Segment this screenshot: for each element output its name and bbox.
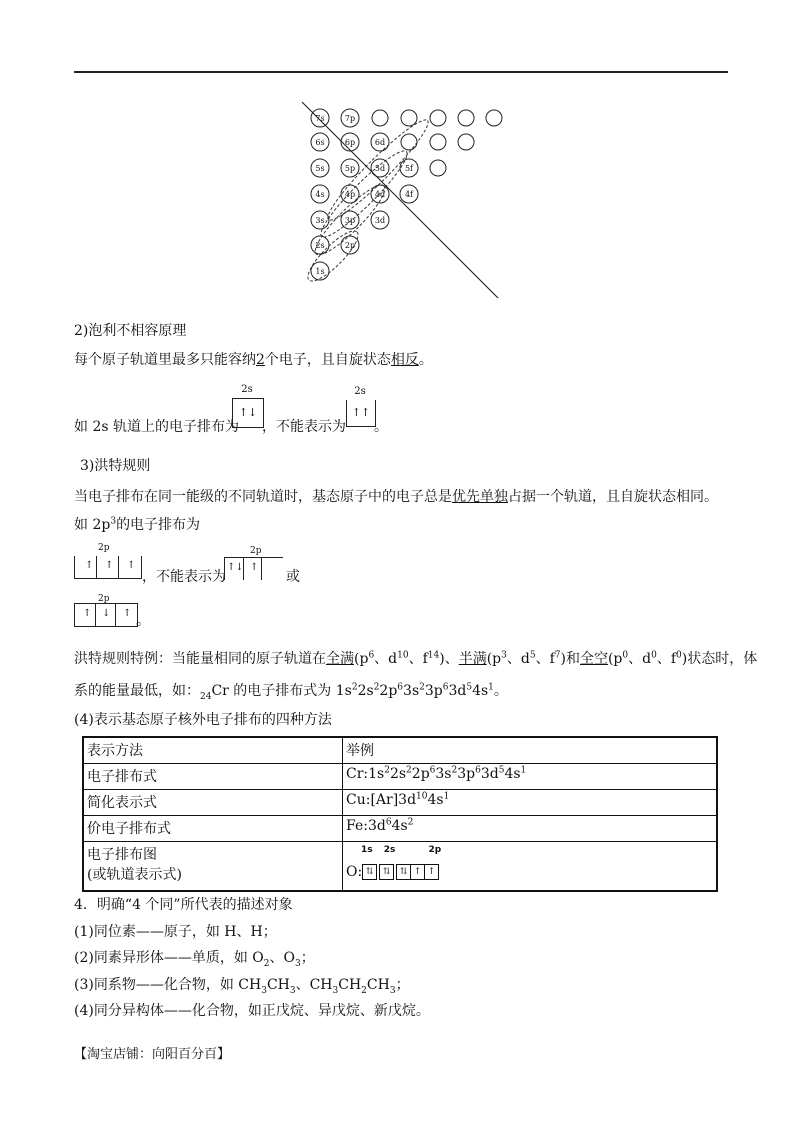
pauli-text: 每个原子轨道里最多只能容纳2个电子，且自旋状态相反。: [74, 352, 433, 368]
orbital-box-label: 2s: [354, 386, 366, 397]
cannot-text: ，不能表示为: [262, 419, 346, 435]
orbital-box-label: 2p: [98, 594, 110, 604]
list-item: (3)同系物——化合物，如 $CH_3CH_3$、$CH_3CH_2CH_3$；: [74, 977, 410, 996]
hund-text: 当电子排布在同一能级的不同轨道时，基态原子中的电子总是优先单独占据一个轨道，且自旋状态相同。: [74, 489, 718, 505]
orbital-box-correct: ↑↓: [232, 398, 264, 428]
hund-special-line1: 洪特规则特例：当能量相同的原子轨道在全满($p^6$、$d^{10}$、$f^{14}$)、半满($p^3$、$d^5$、$f^7$)和全空($p^0$、$d^0$、$f^0$)状态时，体: [74, 650, 758, 667]
orbital-label: 1s: [315, 267, 325, 276]
table-cell: 电子排布式: [83, 764, 343, 790]
table-row: [83, 790, 717, 816]
orbital-label: 2p: [344, 241, 356, 250]
example-2s-text: 如 2s 轨道上的电子排布为: [74, 419, 239, 435]
orbital-label: 3s: [315, 216, 325, 225]
table-row: [83, 737, 717, 764]
orbital-label: 5f: [404, 164, 414, 173]
orbital-label: 5p: [344, 164, 356, 173]
orbital-label: 6d: [374, 138, 386, 147]
period: 。: [136, 613, 150, 629]
hund-special-line2: 系的能量最低，如：$_{24}$Cr 的电子排布式为 $1s^22s^22p^63s^23p^63d^54s^1$。: [74, 682, 508, 702]
aufbau-diagram: [298, 98, 510, 298]
table-cell: 价电子排布式: [83, 816, 343, 842]
table-cell: $Cu:[Ar]3d^{10}4s^1$: [343, 790, 718, 816]
orbital-label: 4p: [344, 190, 356, 199]
orbital-label: 3p: [344, 216, 356, 225]
table-header: 表示方法: [83, 737, 343, 764]
list-item: (4)同分异构体——化合物，如正戊烷、异戊烷、新戊烷。: [74, 1003, 430, 1019]
oxygen-label: O:: [346, 864, 363, 880]
list-item: (2)同素异形体——单质，如 $O_2$、$O_3$；: [74, 950, 315, 969]
orbital-box-label: 2p: [250, 546, 262, 556]
oxygen-orbital-diagram: O: ⇅ ⇅ ⇅ ↑ ↑: [346, 864, 438, 880]
section-title-methods: (4)表示基态原子核外电子排布的四种方法: [74, 712, 332, 728]
table-row: [83, 842, 717, 892]
orbital-label: 2s: [315, 241, 325, 250]
orbital-diagram-labels: [361, 845, 441, 855]
orbital-label: 3d: [374, 216, 386, 225]
orbital-label: 6p: [344, 138, 356, 147]
orbital-label: 4d: [374, 190, 386, 199]
orbital-box-label: 2p: [98, 543, 110, 553]
orbital-box-label: 2s: [241, 384, 253, 395]
section-title-hund: 3)洪特规则: [80, 458, 151, 474]
label-2s: 2s: [383, 845, 396, 855]
footer-shop: 【淘宝店铺：向阳百分百】: [74, 1047, 231, 1062]
orbital-box-2p-correct: ↑ ↑ ↑: [74, 556, 142, 582]
methods-table: [82, 736, 718, 892]
header-rule: [74, 71, 728, 73]
table-row: [83, 816, 717, 842]
label-1s: 1s: [361, 845, 373, 855]
or-text: 或: [286, 569, 300, 585]
example-2p-text: 如 $2p^3$的电子排布为: [74, 516, 201, 533]
orbital-label: 4s: [315, 190, 325, 199]
table-cell: [83, 842, 343, 892]
orbital-label: 7s: [315, 114, 325, 123]
table-cell: [343, 842, 718, 892]
orbital-box-2p-wrong1: ↑↓ ↑: [224, 557, 283, 583]
orbital-box-wrong: ↑↑: [346, 400, 376, 427]
label-2p: 2p: [428, 845, 442, 855]
section-title-pauli: 2)泡利不相容原理: [74, 323, 187, 339]
orbital-box-2p-wrong2: ↑ ↓ ↑: [74, 603, 138, 630]
orbital-label: 5d: [374, 164, 386, 173]
table-cell: $Cr:1s^22s^22p^63s^23p^63d^54s^1$: [343, 764, 718, 790]
orbital-label: 5s: [315, 164, 325, 173]
orbital-label: 4f: [404, 190, 414, 199]
method-label: 电子排布图: [87, 847, 157, 863]
period: 。: [374, 419, 388, 435]
table-cell: 简化表示式: [83, 790, 343, 816]
cannot-text: ，不能表示为: [142, 569, 226, 585]
section-title-4same: 4．明确“4 个同”所代表的描述对象: [74, 897, 293, 913]
orbital-label: 6s: [315, 138, 325, 147]
table-header: 举例: [343, 737, 718, 764]
table-cell: $Fe:3d^64s^2$: [343, 816, 718, 842]
orbital-label: 7p: [344, 114, 356, 123]
method-label-sub: (或轨道表示式): [87, 867, 182, 883]
list-item: (1)同位素——原子，如 H、H；: [74, 924, 277, 940]
table-row: [83, 764, 717, 790]
